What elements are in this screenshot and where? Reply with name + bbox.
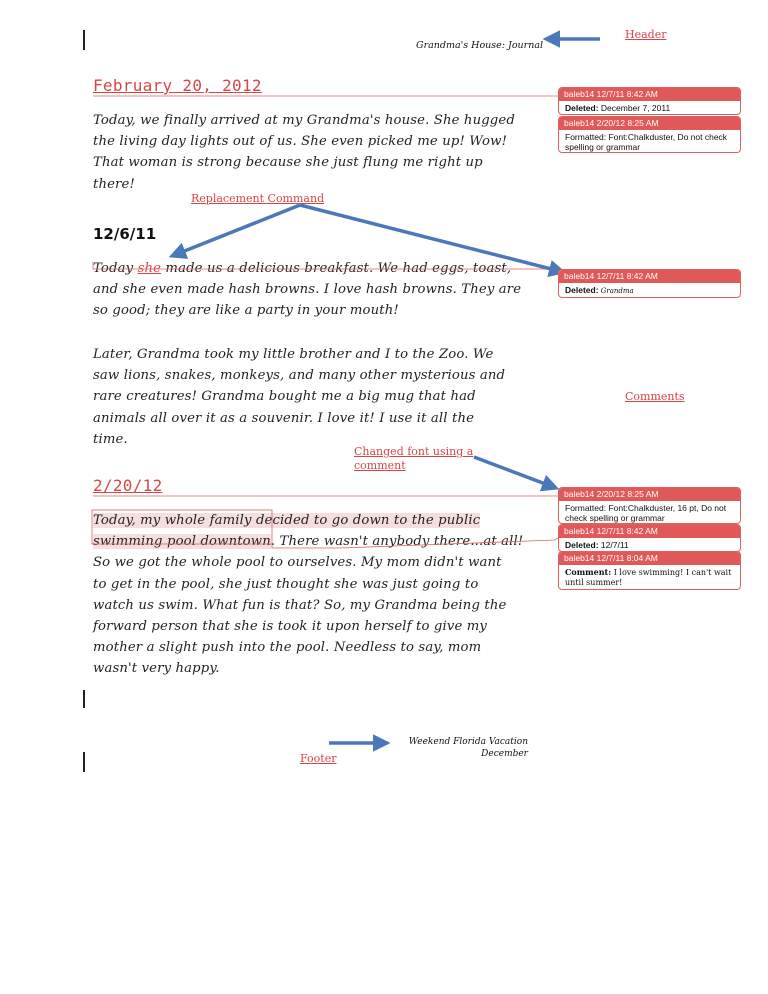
entry-2b-line: animals all over it as a souvenir. I love it! I use it all the (93, 410, 475, 426)
comment-balloon[interactable] (558, 269, 741, 298)
comment-body (559, 538, 740, 552)
entry-3-line: to get in the pool, she just thought she was just going to (93, 576, 479, 592)
footer-line-2: December (481, 749, 528, 759)
comment-text: Formatted: Font:Chalkduster, 16 pt, Do not check spelling or grammar (565, 503, 727, 523)
entry-2-line1-start: Today (93, 261, 138, 276)
comment-body (559, 565, 740, 590)
replacement-arrow-to-text (172, 205, 300, 256)
entry-3-line: forward person that she is took it upon herself to give my (93, 619, 488, 635)
entry-1-line: That woman is strong because she just flung me right up (93, 155, 483, 171)
annotation-comments-label: Comments (625, 390, 685, 403)
comment-text: 12/7/11 (598, 540, 629, 550)
entry-3-line: watch us swim. What fun is that? So, my Grandma being the (93, 597, 507, 613)
comment-author-time: baleb14 12/7/11 8:42 AM (559, 88, 740, 101)
comment-text: I love swimming! I can't wait until summer! (565, 568, 732, 587)
comment-label: Deleted: (565, 285, 599, 295)
entry-2b-line: time. (93, 431, 128, 447)
annotation-header-label: Header (625, 28, 667, 41)
connector-line-entry2 (93, 262, 560, 274)
entry-2-line: and she even made hash browns. I love hash browns. They are (93, 282, 522, 298)
formatted-text-highlight[interactable]: swimming pool downtown (93, 534, 271, 550)
changed-font-arrow (474, 457, 556, 488)
entry-2b-line: Later, Grandma took my little brother and I to the Zoo. We (93, 347, 494, 362)
page-header: Grandma's House: Journal (416, 40, 544, 51)
formatted-region-box (92, 510, 272, 544)
entry-3-line: mother a slight push into the pool. Needless to say, mom (93, 640, 482, 656)
comment-author-time: baleb14 2/20/12 8:25 AM (559, 488, 740, 501)
footer-line-1: Weekend Florida Vacation (408, 737, 528, 747)
entry-1-line: the living day lights out of us. She even picked me up! Wow! (93, 134, 508, 150)
comment-author-time: baleb14 12/7/11 8:42 AM (559, 270, 740, 283)
entry-1-line: there! (93, 176, 135, 192)
entry-2-date: 12/6/11 (93, 225, 157, 243)
formatted-text-highlight[interactable]: Today, my whole family decided to go down to the public (93, 513, 481, 528)
connector-line-comment (272, 538, 558, 548)
annotation-changed-font-line2: comment (354, 459, 406, 472)
comment-body (559, 130, 740, 153)
comment-balloon[interactable] (558, 87, 741, 115)
annotation-footer-label: Footer (300, 752, 337, 765)
connector-line-entry1 (93, 92, 560, 96)
entry-3-line: So we got the whole pool to ourselves. My mom didn't want (93, 555, 502, 571)
comment-label: Comment: (565, 567, 612, 577)
comment-text: Formatted: Font:Chalkduster, Do not check spelling or grammar (565, 132, 728, 152)
entry-2b-line: saw lions, snakes, monkeys, and many other mysterious and (93, 368, 506, 384)
entry-2b-line: rare creatures! Grandma bought me a big mug that had (93, 389, 476, 405)
comment-text: December 7, 2011 (598, 103, 671, 113)
entry-1-date: February 20, 2012 (93, 76, 262, 95)
inserted-text-she[interactable]: she (137, 261, 162, 276)
annotation-changed-font-line1: Changed font using a (354, 445, 474, 458)
connector-line-entry3 (93, 492, 560, 496)
comment-balloon[interactable] (558, 551, 741, 590)
entry-2-line1-end: made us a delicious breakfast. We had eggs, toast, (161, 261, 512, 276)
entry-3-line: wasn't very happy. (93, 661, 220, 677)
entry-3-date: 2/20/12 (93, 476, 163, 495)
comment-label: Deleted: (565, 540, 599, 550)
replacement-arrow-to-comment (300, 205, 563, 272)
entry-2-line: so good; they are like a party in your mouth! (93, 303, 399, 319)
comment-balloon[interactable] (558, 116, 741, 153)
annotation-replacement-label: Replacement Command (191, 192, 325, 205)
comment-author-time: baleb14 12/7/11 8:42 AM (559, 525, 740, 538)
comment-text: Grandma (598, 287, 634, 295)
comment-body (559, 501, 740, 524)
comment-balloon[interactable] (558, 487, 741, 524)
entry-1-line: Today, we finally arrived at my Grandma's house. She hugged (93, 113, 515, 128)
comment-author-time: baleb14 12/7/11 8:04 AM (559, 552, 740, 565)
comment-label: Deleted: (565, 103, 599, 113)
comment-author-time: baleb14 2/20/12 8:25 AM (559, 117, 740, 130)
entry-3-line2-rest: . There wasn't anybody there...at all! (270, 534, 524, 550)
comment-body (559, 283, 740, 298)
comment-body (559, 101, 740, 115)
comment-balloon[interactable] (558, 524, 741, 552)
